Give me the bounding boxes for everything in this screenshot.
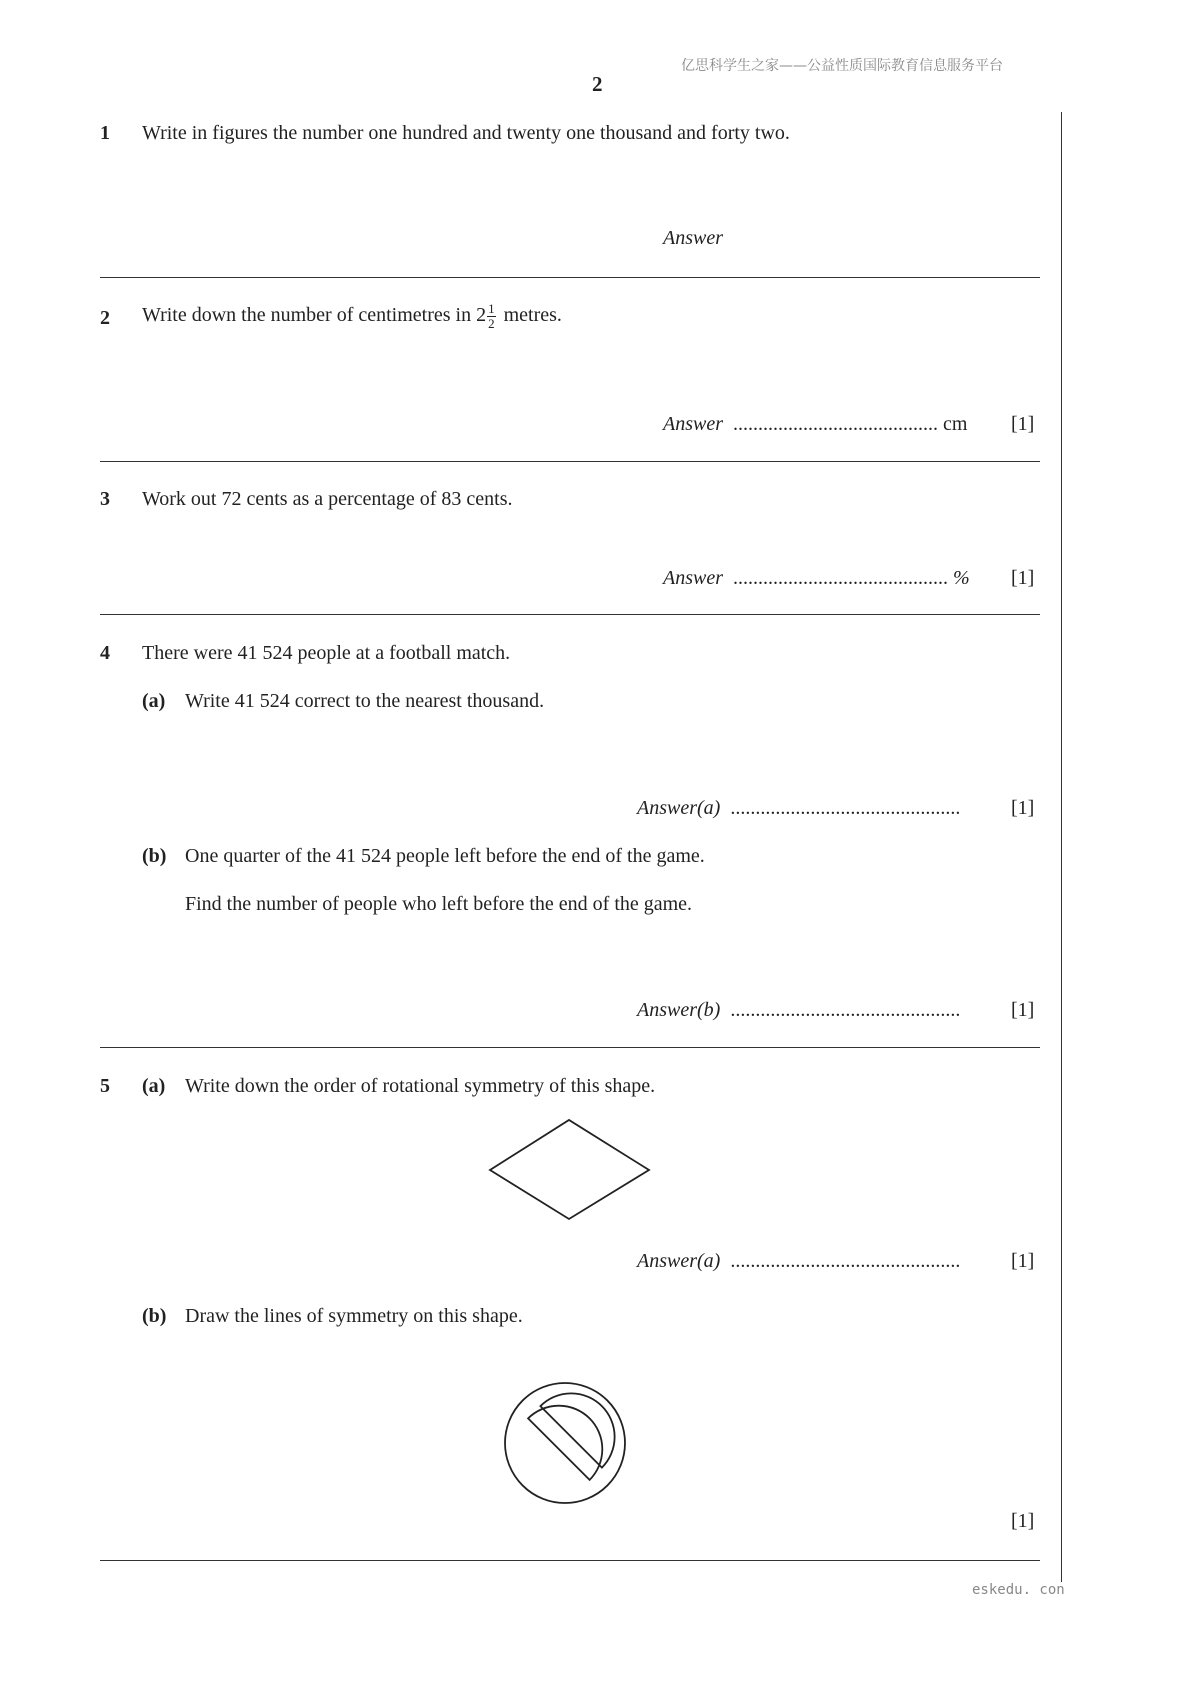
question-5b-text: Draw the lines of symmetry on this shape. bbox=[185, 1305, 523, 1327]
question-2-text: Write down the number of centimetres in 2 $\frac{1}{2}$ metres. bbox=[142, 301, 562, 331]
question-3-number: 3 bbox=[100, 488, 110, 510]
question-4a-marks: [1] bbox=[1011, 797, 1035, 819]
question-5a-text: Write down the order of rotational symmetry of this shape. bbox=[185, 1075, 656, 1097]
question-2-marks: [1] bbox=[1011, 413, 1035, 435]
divider bbox=[100, 1560, 1040, 1561]
question-1-answer-label: Answer bbox=[663, 227, 723, 249]
rhombus-shape bbox=[485, 1115, 655, 1225]
answer-field[interactable]: ........................................... bbox=[733, 567, 948, 589]
question-2-number: 2 bbox=[100, 307, 110, 329]
question-5a-marks: [1] bbox=[1011, 1250, 1035, 1272]
question-4b-answer-line: Answer(b) .............................................. bbox=[637, 999, 961, 1021]
question-5a-label: (a) bbox=[142, 1075, 166, 1097]
question-4-number: 4 bbox=[100, 642, 110, 664]
question-4b-marks: [1] bbox=[1011, 999, 1035, 1021]
question-2-answer-line: Answer ......................................... cm bbox=[663, 413, 968, 435]
question-5-number: 5 bbox=[100, 1075, 110, 1097]
page-number: 2 bbox=[592, 72, 603, 96]
question-4a-answer-line: Answer(a) .............................................. bbox=[637, 797, 961, 819]
question-3-marks: [1] bbox=[1011, 567, 1035, 589]
question-5b-label: (b) bbox=[142, 1305, 167, 1327]
answer-field[interactable]: .............................................. bbox=[730, 1250, 961, 1272]
answer-field[interactable]: .............................................. bbox=[730, 999, 961, 1021]
answer-field[interactable]: .............................................. bbox=[730, 797, 961, 819]
divider bbox=[100, 277, 1040, 278]
divider bbox=[100, 614, 1040, 615]
question-3-answer-line: Answer ........................................... % bbox=[663, 567, 970, 589]
prohibition-sign-shape[interactable] bbox=[500, 1378, 630, 1508]
fraction-one-half: $\frac{1}{2}$ bbox=[488, 301, 495, 331]
right-margin-line bbox=[1061, 112, 1062, 1582]
divider bbox=[100, 461, 1040, 462]
question-5a-answer-line: Answer(a) .............................................. bbox=[637, 1250, 961, 1272]
divider bbox=[100, 1047, 1040, 1048]
answer-field[interactable]: ......................................... bbox=[733, 413, 938, 435]
question-4b-text-2: Find the number of people who left before the end of the game. bbox=[185, 893, 693, 915]
question-5b-marks: [1] bbox=[1011, 1510, 1035, 1532]
header-site-name: 亿思科学生之家——公益性质国际教育信息服务平台 bbox=[681, 58, 1003, 74]
question-4b-label: (b) bbox=[142, 845, 167, 867]
question-4-text: There were 41 524 people at a football match. bbox=[142, 642, 511, 664]
question-4a-text: Write 41 524 correct to the nearest thousand. bbox=[185, 690, 545, 712]
footer-site-name: eskedu. con bbox=[972, 1582, 1065, 1598]
question-4a-label: (a) bbox=[142, 690, 166, 712]
question-1-number: 1 bbox=[100, 122, 110, 144]
question-3-text: Work out 72 cents as a percentage of 83 cents. bbox=[142, 488, 513, 510]
question-1-text: Write in figures the number one hundred and twenty one thousand and forty two. bbox=[142, 122, 790, 144]
question-4b-text: One quarter of the 41 524 people left before the end of the game. bbox=[185, 845, 705, 867]
